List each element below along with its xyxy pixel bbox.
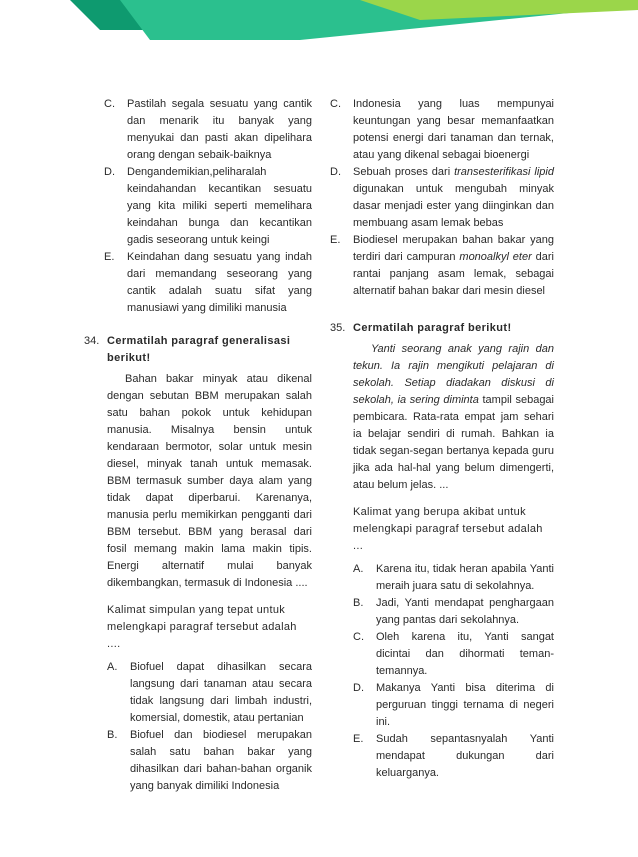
question-35-option-a[interactable]: A. Karena itu, tidak heran apabila Yanti meraih juara satu di sekolahnya.	[353, 563, 554, 592]
question-34-option-b[interactable]: B. Biofuel dan biodiesel merupakan salah satu bahan bakar yang dihasilkan dari bahan-bahan organik yang banyak dimiliki Indonesia	[107, 729, 312, 792]
question-34-option-a[interactable]: A. Biofuel dapat dihasilkan secara langsung dari tanaman atau secara tidak langsung dari limbah industri, komersial, domestik, atau pertanian	[107, 661, 312, 724]
question-35-title: 35. Cermatilah paragraf berikut!	[330, 322, 512, 334]
question-34-title: 34. Cermatilah paragraf generalisasi berikut!	[84, 335, 291, 364]
left-column	[84, 96, 312, 795]
question-34-instruction: Kalimat simpulan yang tepat untuk melengkapi paragraf tersebut adalah ....	[107, 604, 297, 650]
question-34-options	[84, 659, 312, 795]
option-c-prev: C. Pastilah segala sesuatu yang cantik dan menarik itu banyak yang menyukai dan pasti akan dipelihara orang dengan sebaik-baiknya	[104, 98, 312, 161]
option-e-prev-right: E. Biodiesel merupakan bahan bakar yang terdiri dari campuran monoalkyl eter dari rantai panjang asam lemak, sebagai alternatif bahan bakar dari mesin diesel	[330, 234, 554, 297]
question-34-paragraph: Bahan bakar minyak atau dikenal dengan sebutan BBM merupakan salah satu bahan pokok untuk kehidupan manusia. Misalnya bensin untuk kendaraan bermotor, solar untuk mesin diesel, minyak tanah untuk memasak. BBM termasuk sumber daya alam yang tidak dapat diperbarui. Karenanya, manusia perlu memikirkan pengganti dari BBM tersebut. BBM yang berasal dari fosil memang makin lama makin tipis. Energi alternatif mulai banyak dikembangkan, termasuk di Indonesia ....	[107, 373, 312, 589]
right-column	[330, 96, 554, 782]
question-35-options	[330, 561, 554, 782]
question-35-option-c[interactable]: C. Oleh karena itu, Yanti sangat dicintai dan dihormati teman-temannya.	[353, 631, 554, 677]
question-35-instruction: Kalimat yang berupa akibat untuk melengkapi paragraf tersebut adalah ...	[353, 506, 543, 552]
question-35-paragraph: Yanti seorang anak yang rajin dan tekun. Ia rajin mengikuti pelajaran di sekolah. Setiap diadakan diskusi di sekolah, ia sering diminta tampil sebagai pembicara. Rata-rata empat jam sehari ia belajar sendiri di rumah. Bahkan ia tidak segan-segan bertanya kepada guru jika ada hal-hal yang belum dimengerti, atau belum jelas. ...	[353, 343, 554, 491]
option-d-prev-right: D. Sebuah proses dari transesterifikasi lipid digunakan untuk mengubah minyak dasar menjadi ester yang diinginkan dan membuang asam lemak bebas	[330, 166, 554, 229]
question-35-option-e[interactable]: E. Sudah sepantasnyalah Yanti mendapat dukungan dari keluarganya.	[353, 733, 554, 779]
option-c-prev-right: C. Indonesia yang luas mempunyai keuntungan yang besar memanfaatkan potensi energi dari tanaman dan ternak, atau yang dikenal sebagai bioenergi	[330, 98, 554, 161]
header-banner	[0, 0, 638, 60]
option-d-prev: D. Dengandemikian,peliharalah keindahandan kecantikan sesuatu yang kita miliki seperti memelihara keindahan bunga dan kecantikan gadis seseorang untuk keingi	[104, 166, 312, 246]
option-e-prev: E. Keindahan dang sesuatu yang indah dari memandang seseorang yang cantik adalah suatu sifat yang manusiawi yang dimiliki manusia	[104, 251, 312, 314]
question-35-option-b[interactable]: B. Jadi, Yanti mendapat penghargaan yang pantas dari sekolahnya.	[353, 597, 554, 626]
question-35-option-d[interactable]: D. Makanya Yanti bisa diterima di perguruan tinggi ternama di negeri ini.	[353, 682, 554, 728]
